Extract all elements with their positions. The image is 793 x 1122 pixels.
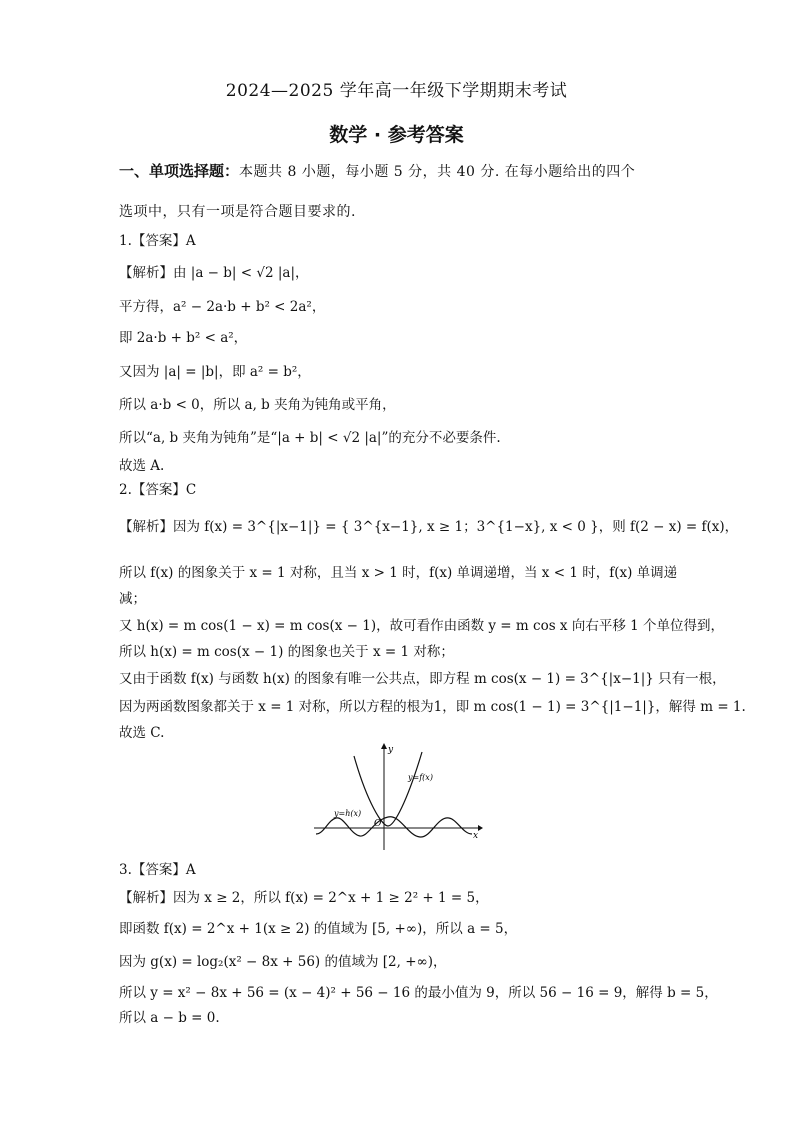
q1-line: 【解析】由 |a − b| < √2 |a|，: [119, 265, 309, 281]
y-axis-label: y: [388, 745, 394, 755]
q3-line: 所以 y = x² − 8x + 56 = (x − 4)² + 56 − 16 的最小值为 9，所以 56 − 16 = 9，解得 b = 5，: [119, 985, 718, 1001]
q2-answer: 2.【答案】C: [119, 482, 197, 498]
q3-line: 【解析】因为 x ≥ 2，所以 f(x) = 2^x + 1 ≥ 2² + 1 = 5，: [119, 890, 489, 906]
f-curve: [354, 752, 422, 826]
q1-answer: 1.【答案】A: [119, 233, 196, 249]
q2-line: 又由于函数 f(x) 与函数 h(x) 的图象有唯一公共点，即方程 m cos(x − 1) = 3^{|x−1|} 只有一根，: [119, 671, 726, 687]
q1-line: 故选 A.: [119, 458, 165, 474]
x-axis-arrow-icon: [478, 825, 483, 831]
q1-line: 所以“a, b 夹角为钝角”是“|a + b| < √2 |a|”的充分不必要条件.: [119, 430, 501, 446]
h-curve: [316, 817, 472, 837]
q1-line: 所以 a·b < 0，所以 a, b 夹角为钝角或平角，: [119, 397, 396, 413]
q2-line: 又 h(x) = m cos(1 − x) = m cos(x − 1)，故可看作由函数 y = m cos x 向右平移 1 个单位得到，: [119, 618, 724, 634]
q2-line: 因为两函数图象都关于 x = 1 对称，所以方程的根为1，即 m cos(1 − 1) = 3^{|1−1|}，解得 m = 1.: [119, 699, 746, 715]
y-axis-arrow-icon: [381, 743, 387, 749]
section-desc-1: 本题共 8 小题，每小题 5 分，共 40 分. 在每小题给出的四个: [239, 164, 636, 180]
section-heading-line: [119, 160, 635, 181]
page-subtitle: 数学 · 参考答案: [329, 124, 464, 146]
q1-line: 即 2a·b + b² < a²，: [119, 330, 248, 346]
function-graph: [312, 742, 484, 852]
section-desc-2: 选项中，只有一项是符合题目要求的.: [119, 204, 356, 220]
section-heading: 一、单项选择题：: [119, 162, 240, 180]
q3-line: 即函数 f(x) = 2^x + 1(x ≥ 2) 的值域为 [5, +∞)，所以 a = 5，: [119, 921, 518, 937]
q2-line: 所以 f(x) 的图象关于 x = 1 对称，且当 x > 1 时，f(x) 单调递增，当 x < 1 时，f(x) 单调递: [119, 565, 678, 581]
q2-line: 【解析】因为 f(x) = 3^{|x−1|} = { 3^{x−1}, x ≥ 1；3^{1−x}, x < 0 }，则 f(2 − x) = f(x)，: [119, 519, 739, 535]
h-curve-label: y=h(x): [334, 809, 362, 818]
q2-line: 减；: [119, 591, 146, 607]
q1-line: 平方得，a² − 2a·b + b² < 2a²，: [119, 299, 326, 315]
q2-line: 故选 C.: [119, 725, 165, 741]
q3-line: 所以 a − b = 0.: [119, 1010, 220, 1026]
origin-label: O: [374, 819, 382, 829]
q3-line: 因为 g(x) = log₂(x² − 8x + 56) 的值域为 [2, +∞)，: [119, 954, 447, 970]
page-title: 2024—2025 学年高一年级下学期期末考试: [225, 81, 568, 101]
x-axis-label: x: [473, 831, 479, 841]
q3-answer: 3.【答案】A: [119, 862, 196, 878]
q2-line: 所以 h(x) = m cos(x − 1) 的图象也关于 x = 1 对称；: [119, 644, 454, 660]
q1-line: 又因为 |a| = |b|，即 a² = b²，: [119, 364, 311, 380]
f-curve-label: y=f(x): [408, 773, 433, 782]
